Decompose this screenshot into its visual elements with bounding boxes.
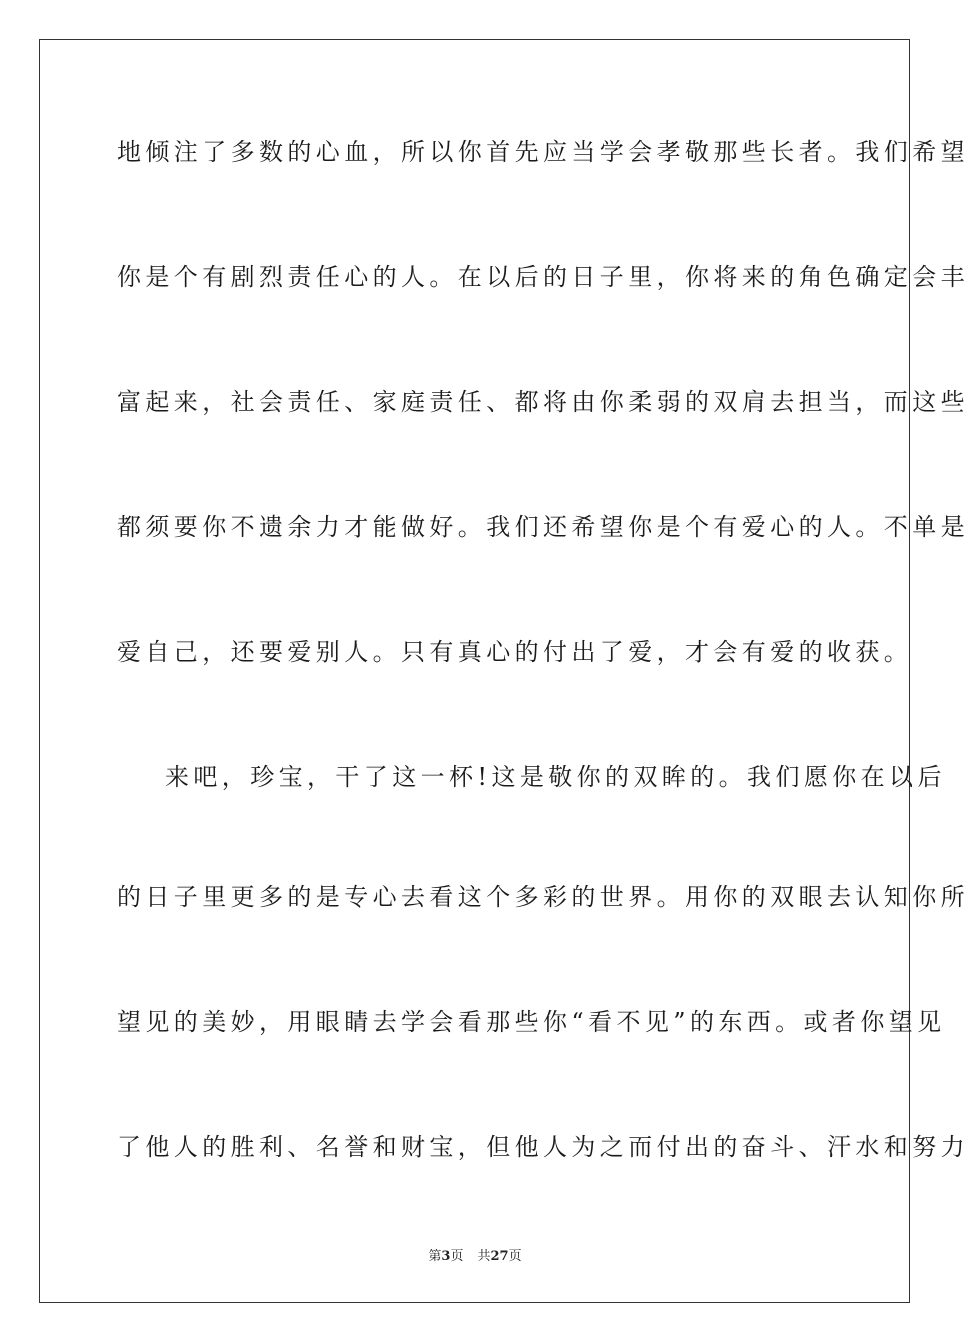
body-text-line: 你是个有剧烈责任心的人。在以后的日子里，你将来的角色确定会丰 <box>117 263 969 291</box>
page-number: 3 <box>441 1249 451 1264</box>
page-number-prefix: 第 <box>428 1249 442 1264</box>
total-pages-suffix: 页 <box>508 1249 522 1264</box>
body-text-line: 望见的美妙，用眼睛去学会看那些你“看不见”的东西。或者你望见 <box>117 1008 946 1036</box>
body-text-line: 都须要你不遗余力才能做好。我们还希望你是个有爱心的人。不单是 <box>117 513 969 541</box>
body-text-line: 爱自己，还要爱别人。只有真心的付出了爱，才会有爱的收获。 <box>117 638 913 666</box>
total-pages: 27 <box>490 1249 509 1264</box>
total-pages-prefix: 共 <box>477 1249 491 1264</box>
page-number-suffix: 页 <box>450 1249 464 1264</box>
body-text-line: 富起来，社会责任、家庭责任、都将由你柔弱的双肩去担当，而这些 <box>117 388 969 416</box>
body-text-line: 地倾注了多数的心血，所以你首先应当学会孝敬那些长者。我们希望 <box>117 138 969 166</box>
body-text-line: 了他人的胜利、名誉和财宝，但他人为之而付出的奋斗、汗水和努力 <box>117 1133 969 1161</box>
body-text-line: 的日子里更多的是专心去看这个多彩的世界。用你的双眼去认知你所 <box>117 883 969 911</box>
page-footer <box>0 1249 950 1265</box>
page-border <box>39 39 969 1303</box>
paragraph-first-line: 来吧，珍宝，干了这一杯!这是敬你的双眸的。我们愿你在以后 <box>165 763 946 791</box>
